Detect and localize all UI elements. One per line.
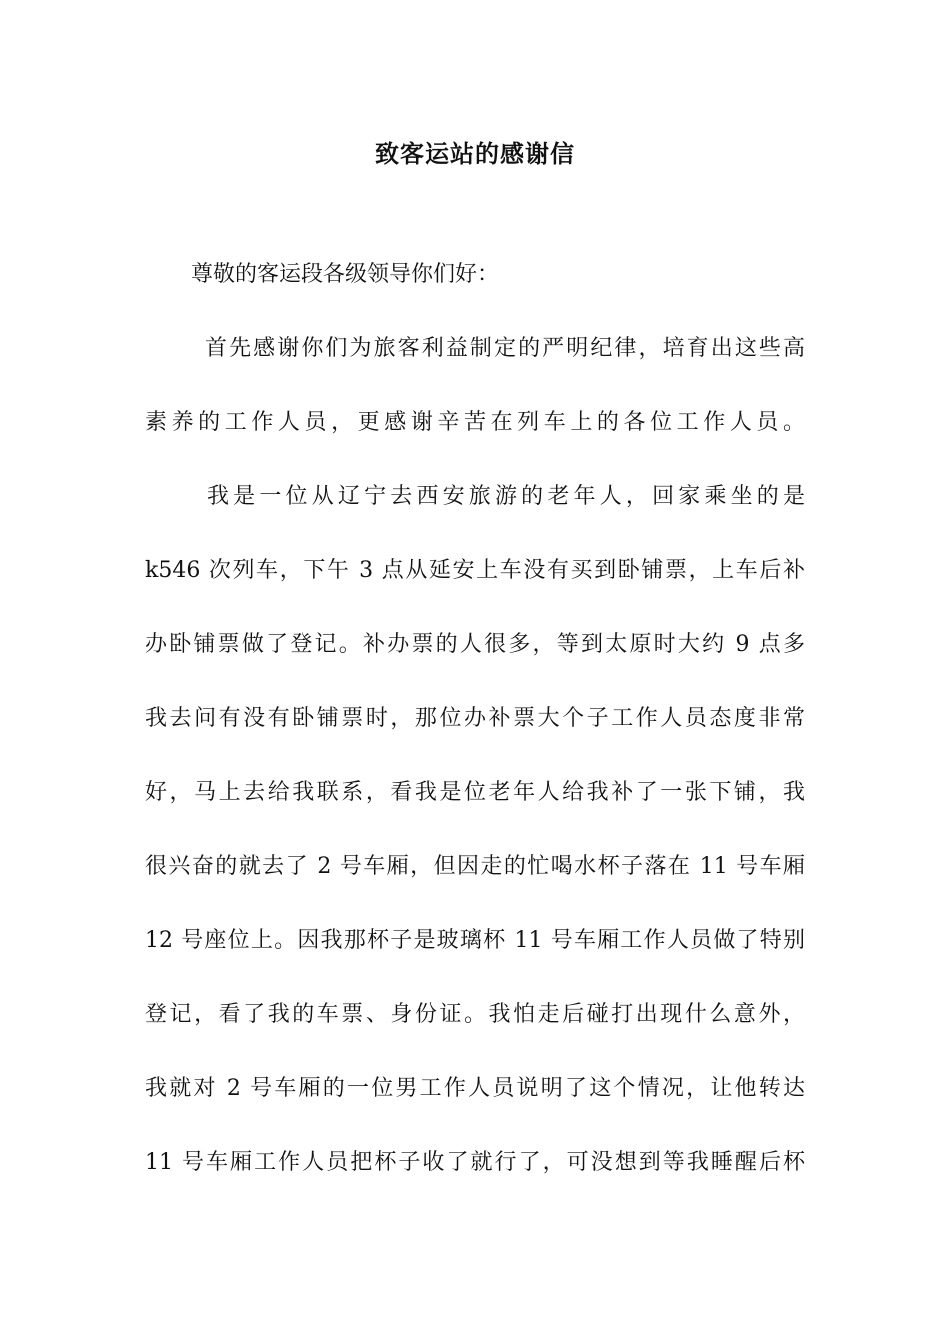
- paragraph-line: 我就对 2 号车厢的一位男工作人员说明了这个情况，让他转达: [145, 1076, 805, 1101]
- greeting-line: 尊敬的客运段各级领导你们好：: [191, 262, 500, 287]
- document-title: 致客运站的感谢信: [375, 139, 575, 168]
- paragraph-line: k546 次列车，下午 3 点从延安上车没有买到卧铺票，上车后补: [145, 558, 805, 583]
- paragraph-line: 办卧铺票做了登记。补办票的人很多，等到太原时大约 9 点多: [145, 632, 805, 657]
- paragraph-line: 很兴奋的就去了 2 号车厢，但因走的忙喝水杯子落在 11 号车厢: [145, 854, 805, 879]
- paragraph-line: 登记，看了我的车票、身份证。我怕走后碰打出现什么意外，: [145, 1002, 805, 1027]
- paragraph-line: 我是一位从辽宁去西安旅游的老年人，回家乘坐的是: [207, 484, 805, 509]
- paragraph-line: 首先感谢你们为旅客利益制定的严明纪律，培育出这些高: [205, 336, 805, 361]
- letter-body: [145, 250, 805, 1212]
- paragraph-line: 好，马上去给我联系，看我是位老年人给我补了一张下铺，我: [145, 780, 805, 805]
- paragraph-line: 素养的工作人员，更感谢辛苦在列车上的各位工作人员。: [145, 410, 805, 435]
- paragraph-line: 我去问有没有卧铺票时，那位办补票大个子工作人员态度非常: [145, 706, 805, 731]
- paragraph-line: 11 号车厢工作人员把杯子收了就行了，可没想到等我睡醒后杯: [145, 1150, 805, 1175]
- paragraph-line: 12 号座位上。因我那杯子是玻璃杯 11 号车厢工作人员做了特别: [145, 928, 805, 953]
